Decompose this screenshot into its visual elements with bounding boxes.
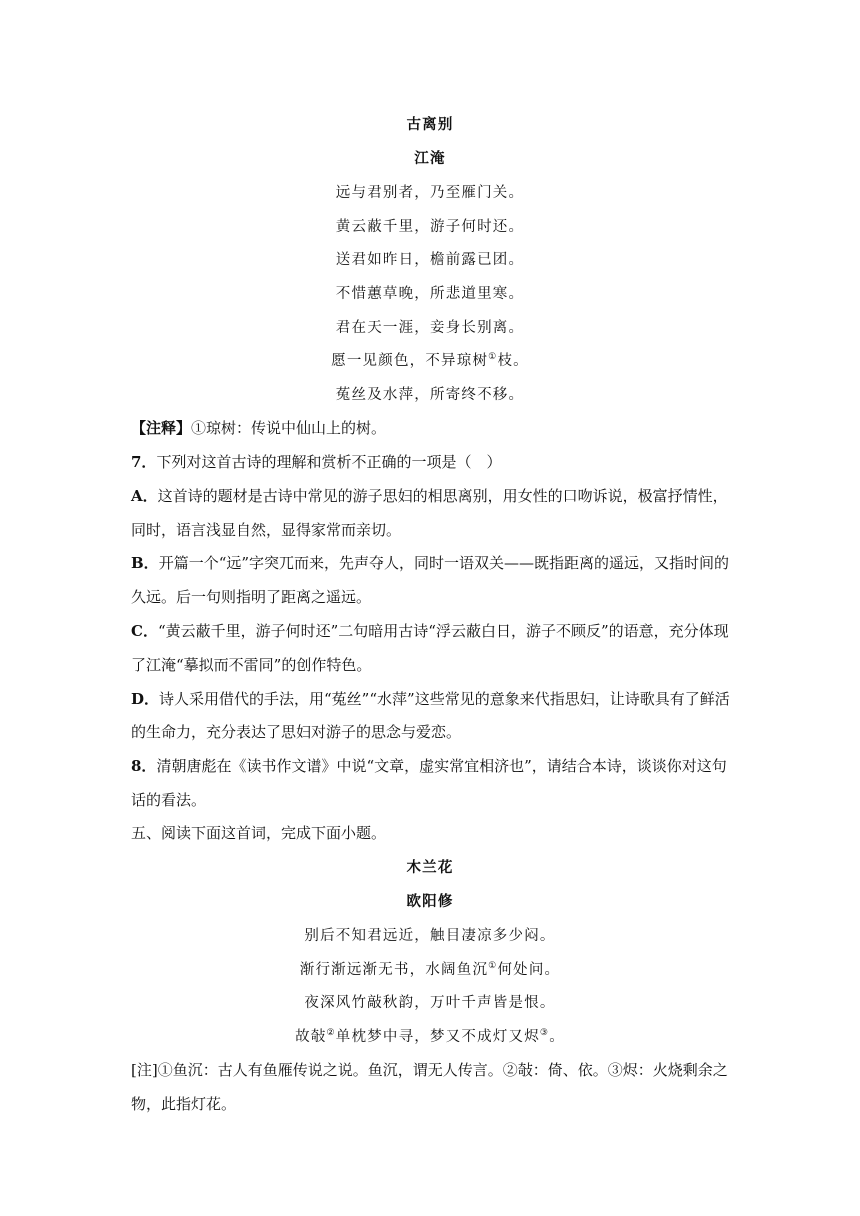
poem-line: 菟丝及水萍，所寄终不移。 — [335, 387, 525, 403]
option-label: C． — [131, 622, 158, 640]
poem-line-text: 单枕梦中寻，梦又不成灯又烬 — [335, 1029, 540, 1045]
option-label: B． — [131, 554, 159, 572]
poem-line: 不惜蕙草晚，所悲道里寒。 — [335, 286, 525, 302]
option-b-continued: 久远。后一句则指明了距离之遥远。 — [131, 588, 372, 606]
question-stem: 下列对这首古诗的理解和赏析不正确的一项是（ ） — [156, 453, 502, 471]
annotation-note-continued: 物，此指灯花。 — [131, 1095, 237, 1113]
footnote-marker: ① — [488, 961, 498, 971]
option-label: A． — [131, 487, 158, 505]
option-text: 开篇一个“远”字突兀而来，先声夺人，同时一语双关——既指距离的遥远，又指时间的 — [158, 554, 730, 572]
option-b — [131, 552, 729, 573]
poem-line: 远与君别者，乃至雁门关。 — [335, 185, 525, 201]
option-c — [131, 620, 729, 641]
option-d-continued: 的生命力，充分表达了思妇对游子的思念与爱恋。 — [131, 723, 462, 741]
question-7 — [131, 451, 501, 472]
option-a-continued: 同时，语言浅显自然，显得家常而亲切。 — [131, 521, 402, 539]
section-heading: 五、阅读下面这首词，完成下面小题。 — [131, 824, 387, 842]
option-a — [131, 485, 728, 506]
poem-line: 夜深风竹敲秋韵，万叶千声皆是恨。 — [304, 995, 556, 1011]
poem-line: 别后不知君远近，触目凄凉多少闷。 — [304, 928, 556, 944]
annotation-note: [注]①鱼沉：古人有鱼雁传说之说。鱼沉，谓无人传言。②敧：倚、依。③烬：火烧剩余之 — [131, 1061, 728, 1079]
annotation-text: ①琼树：传说中仙山上的树。 — [191, 419, 387, 437]
poem-author: 江淹 — [414, 150, 446, 167]
poem-title: 古离别 — [406, 116, 454, 133]
poem-line: 黄云蔽千里，游子何时还。 — [335, 219, 525, 235]
footnote-marker: ① — [488, 352, 498, 362]
question-text: 清朝唐彪在《读书作文谱》中说“文章，虚实常宜相济也”，请结合本诗，谈谈你对这句 — [156, 757, 727, 775]
question-number: 8． — [131, 757, 157, 775]
poem-title: 木兰花 — [406, 859, 454, 876]
poem-line-text: 何处问。 — [497, 962, 561, 978]
option-text: 这首诗的题材是古诗中常见的游子思妇的相思离别，用女性的口吻诉说，极富抒情性， — [157, 487, 728, 505]
footnote-marker: ② — [326, 1028, 336, 1038]
question-number: 7． — [131, 453, 157, 471]
annotation-note — [131, 417, 386, 438]
annotation-label: 【注释】 — [131, 419, 192, 437]
option-d — [131, 688, 730, 709]
question-8-continued: 话的看法。 — [131, 791, 207, 809]
poem-line-text: 愿一见颜色，不异琼树 — [331, 353, 489, 369]
option-text: “黄云蔽千里，游子何时还”二句暗用古诗“浮云蔽白日，游子不顾反”的语意，充分体现 — [157, 622, 729, 640]
poem-line-text: 。 — [549, 1029, 565, 1045]
poem-line: 送君如昨日，檐前露已团。 — [335, 252, 525, 268]
footnote-marker: ③ — [539, 1028, 550, 1038]
poem-line — [0, 1025, 860, 1046]
poem-line-text: 枝。 — [497, 353, 529, 369]
option-c-continued: 了江淹“摹拟而不雷同”的创作特色。 — [131, 656, 372, 674]
poem-line — [0, 958, 860, 979]
question-8 — [131, 755, 727, 776]
poem-line: 君在天一涯，妾身长别离。 — [335, 320, 525, 336]
option-text: 诗人采用借代的手法，用“菟丝”“水萍”这些常见的意象来代指思妇，让诗歌具有了鲜活 — [159, 690, 730, 708]
poem-line — [0, 349, 860, 370]
option-label: D． — [131, 690, 160, 708]
poem-line-text: 渐行渐远渐无书，水阔鱼沉 — [299, 962, 489, 978]
poem-author: 欧阳修 — [406, 893, 454, 910]
poem-line-text: 故敧 — [295, 1029, 327, 1045]
